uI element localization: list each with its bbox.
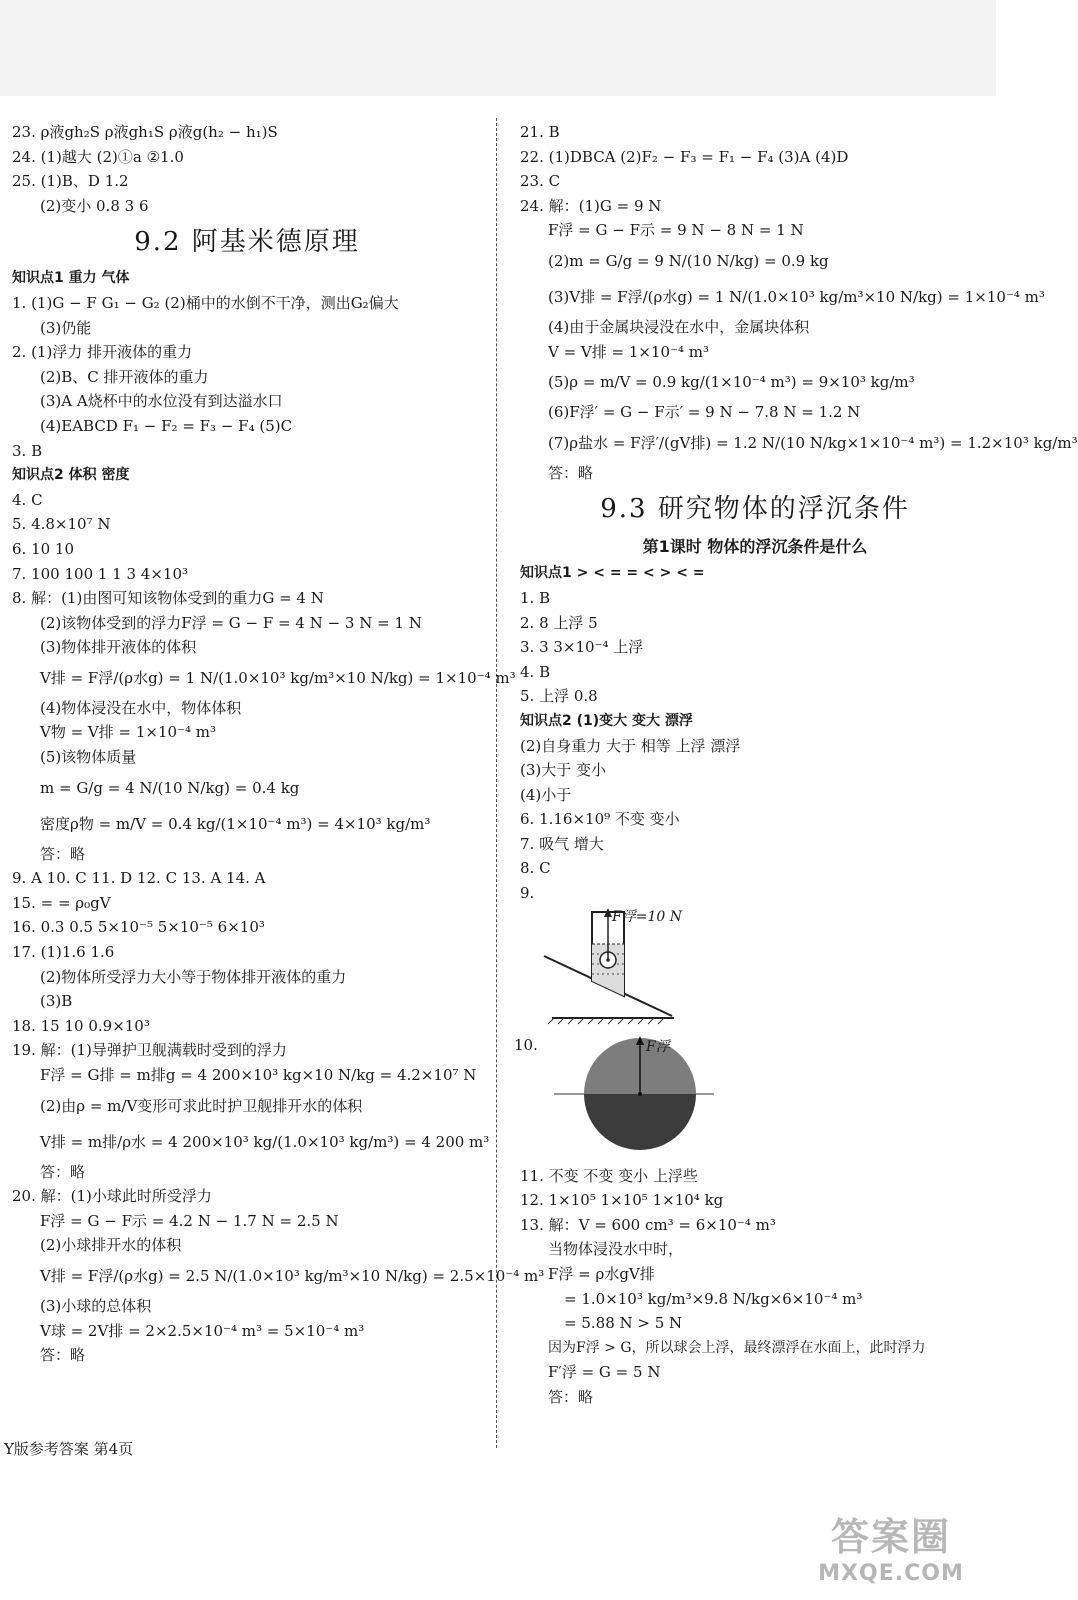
answer-line: 21. B [520, 123, 560, 141]
answer-line: 23. C [520, 172, 561, 191]
formula-line: m = G/g = 4 N/(10 N/kg) = 0.4 kg [40, 778, 300, 797]
answer-line: (2)B、C 排开液体的重力 [40, 367, 209, 386]
answer-line: (3)物体排开液体的体积 [40, 638, 197, 657]
formula-line: (7)ρ盐水 = F浮′/(gV排) = 1.2 N/(10 N/kg×1×10⁻⁴ m³) = 1.2×10³ kg/m³ [548, 433, 1078, 452]
answer-line: 2. (1)浮力 排开液体的重力 [12, 343, 193, 362]
site-watermark [806, 1506, 976, 1586]
section-title-9-2: 9.2 阿基米德原理 [134, 227, 360, 258]
formula-line: (6)F浮′ = G − F示′ = 9 N − 7.8 N = 1.2 N [548, 403, 861, 422]
answer-line: (3)大于 变小 [520, 761, 607, 780]
page-footer: Y版参考答案 第4页 [4, 1440, 134, 1458]
answer-line: 13. 解：V = 600 cm³ = 6×10⁻⁴ m³ [520, 1215, 776, 1234]
formula-line: (5)ρ = m/V = 0.9 kg/(1×10⁻⁴ m³) = 9×10³ kg/m³ [548, 373, 915, 392]
formula-line: V物 = V排 = 1×10⁻⁴ m³ [40, 723, 217, 742]
answer-line: (2)物体所受浮力大小等于物体排开液体的重力 [40, 967, 347, 986]
answer-line: (4)EABCD F₁ − F₂ = F₃ − F₄ (5)C [40, 416, 293, 435]
answer-line: 22. (1)DBCA (2)F₂ − F₃ = F₁ − F₄ (3)A (4)D [520, 147, 849, 166]
answer-line: (2)该物体受到的浮力F浮 = G − F = 4 N − 3 N = 1 N [40, 613, 422, 632]
answer-line: 8. C [520, 859, 551, 878]
figure-10 [514, 1035, 990, 1164]
answer-line: 9. [520, 884, 535, 903]
answer-line: (3)小球的总体积 [40, 1296, 152, 1315]
answer-line: 18. 15 10 0.9×10³ [12, 1016, 150, 1035]
knowledge-point-heading: 知识点2 体积 密度 [12, 467, 130, 484]
knowledge-point-heading: 知识点1 > < = = < > < = [520, 565, 705, 582]
answer-line: (4)物体浸没在水中，物体体积 [40, 698, 242, 717]
answer-line: 8. 解：(1)由图可知该物体受到的重力G = 4 N [12, 589, 324, 608]
answer-line: 16. 0.3 0.5 5×10⁻⁵ 5×10⁻⁵ 6×10³ [12, 918, 265, 937]
answer-line: (2)小球排开水的体积 [40, 1236, 182, 1255]
answer-line: (2)变小 0.8 3 6 [40, 196, 149, 215]
knowledge-point-heading: 知识点1 重力 气体 [12, 270, 130, 287]
fig10-number: 10. [514, 1035, 538, 1054]
answer-line: 2. 8 上浮 5 [520, 613, 598, 632]
answer-line: 6. 10 10 [12, 539, 75, 558]
answer-line: 6. 1.16×10⁹ 不变 变小 [520, 810, 680, 829]
formula-line: = 1.0×10³ kg/m³×9.8 N/kg×6×10⁻⁴ m³ [564, 1289, 863, 1308]
formula-line: = 5.88 N > 5 N [564, 1314, 683, 1333]
answer-line: 23. ρ液gh₂S ρ液gh₁S ρ液g(h₂ − h₁)S [12, 123, 278, 141]
lesson-title: 第1课时 物体的浮沉条件是什么 [642, 537, 868, 557]
answer-line: 4. B [520, 662, 551, 681]
figure-9 [520, 906, 990, 1036]
formula-line: F浮 = ρ水gV排 [548, 1265, 655, 1284]
answer-line: 19. 解：(1)导弹护卫舰满载时受到的浮力 [12, 1041, 287, 1060]
formula-line: V = V排 = 1×10⁻⁴ m³ [548, 342, 710, 361]
formula-line: F浮 = G − F示 = 4.2 N − 1.7 N = 2.5 N [40, 1211, 339, 1230]
answer-line: (3)仍能 [40, 318, 92, 337]
answer-line: 答：略 [548, 463, 594, 482]
answer-line: 3. B [12, 441, 43, 460]
answer-line: 3. 3 3×10⁻⁴ 上浮 [520, 638, 644, 657]
answer-line: 7. 吸气 增大 [520, 834, 604, 853]
right-column [514, 120, 1078, 1410]
section-title-9-3: 9.3 研究物体的浮沉条件 [600, 494, 910, 525]
answer-line: 9. A 10. C 11. D 12. C 13. A 14. A [12, 869, 266, 888]
answer-line: (3)A A烧杯中的水位没有到达溢水口 [40, 392, 283, 411]
answer-line: 5. 上浮 0.8 [520, 687, 598, 706]
page-top-margin [0, 0, 996, 96]
formula-line: V排 = F浮/(ρ水g) = 2.5 N/(1.0×10³ kg/m³×10 N/kg) = 2.5×10⁻⁴ m³ [40, 1266, 545, 1285]
watermark-logo: 答案圈 [830, 1515, 951, 1559]
answer-line: 5. 4.8×10⁷ N [12, 515, 111, 534]
answer-line: 1. B [520, 588, 551, 607]
formula-line: 密度ρ物 = m/V = 0.4 kg/(1×10⁻⁴ m³) = 4×10³ kg/m³ [40, 814, 431, 833]
answer-line: 25. (1)B、D 1.2 [12, 172, 129, 191]
formula-line: (2)m = G/g = 9 N/(10 N/kg) = 0.9 kg [548, 251, 829, 270]
formula-line: V排 = m排/ρ水 = 4 200×10³ kg/(1.0×10³ kg/m³) = 4 200 m³ [40, 1132, 490, 1151]
answer-line: 因为F浮 > G，所以球会上浮，最终漂浮在水面上，此时浮力 [548, 1339, 926, 1356]
floating-ball-diagram [544, 1036, 724, 1162]
formula-line: (3)V排 = F浮/(ρ水g) = 1 N/(1.0×10³ kg/m³×10 N/kg) = 1×10⁻⁴ m³ [548, 287, 1045, 306]
answer-line: 24. (1)越大 (2)①a ②1.0 [12, 147, 184, 166]
formula-line: F浮 = G − F示 = 9 N − 8 N = 1 N [548, 221, 804, 240]
answer-line: 17. (1)1.6 1.6 [12, 943, 115, 962]
answer-line: (2)由ρ = m/V变形可求此时护卫舰排开水的体积 [40, 1096, 363, 1115]
formula-line: V球 = 2V排 = 2×2.5×10⁻⁴ m³ = 5×10⁻⁴ m³ [40, 1321, 365, 1340]
column-divider [496, 118, 497, 1448]
formula-line: F浮 = G排 = m排g = 4 200×10³ kg×10 N/kg = 4.2×10⁷ N [40, 1066, 477, 1084]
answer-line: 20. 解：(1)小球此时所受浮力 [12, 1187, 212, 1206]
fig10-force-label: F浮 [646, 1038, 670, 1055]
answer-line: (2)自身重力 大于 相等 上浮 漂浮 [520, 736, 741, 755]
knowledge-point-heading: 知识点2 (1)变大 变大 漂浮 [520, 712, 693, 729]
formula-line: F′浮 = G = 5 N [548, 1363, 661, 1382]
answer-line: 答：略 [40, 1162, 86, 1181]
answer-line: (3)B [40, 992, 73, 1011]
answer-line: 答：略 [40, 1346, 86, 1365]
answer-line: (5)该物体质量 [40, 748, 137, 767]
answer-line: 当物体浸没水中时， [548, 1240, 684, 1259]
answer-line: 24. 解：(1)G = 9 N [520, 196, 662, 215]
answer-line: 12. 1×10⁵ 1×10⁵ 1×10⁴ kg [520, 1191, 724, 1210]
answer-line: 15. = = ρ₀gV [12, 893, 111, 912]
answer-line: 答：略 [548, 1388, 594, 1406]
answer-line: 11. 不变 不变 变小 上浮些 [520, 1166, 698, 1185]
answer-line: 7. 100 100 1 1 3 4×10³ [12, 564, 189, 583]
answer-line: (4)小于 [520, 785, 572, 804]
formula-line: V排 = F浮/(ρ水g) = 1 N/(1.0×10³ kg/m³×10 N/kg) = 1×10⁻⁴ m³ [40, 668, 516, 687]
answer-line: (4)由于金属块浸没在水中，金属块体积 [548, 317, 810, 336]
fig9-force-label: F浮=10 N [612, 908, 682, 925]
answer-line: 答：略 [40, 844, 86, 863]
answer-line: 4. C [12, 490, 43, 509]
answer-line: 1. (1)G − F G₁ − G₂ (2)桶中的水倒不干净，测出G₂偏大 [12, 293, 399, 312]
watermark-site: MXQE.COM [818, 1561, 964, 1586]
